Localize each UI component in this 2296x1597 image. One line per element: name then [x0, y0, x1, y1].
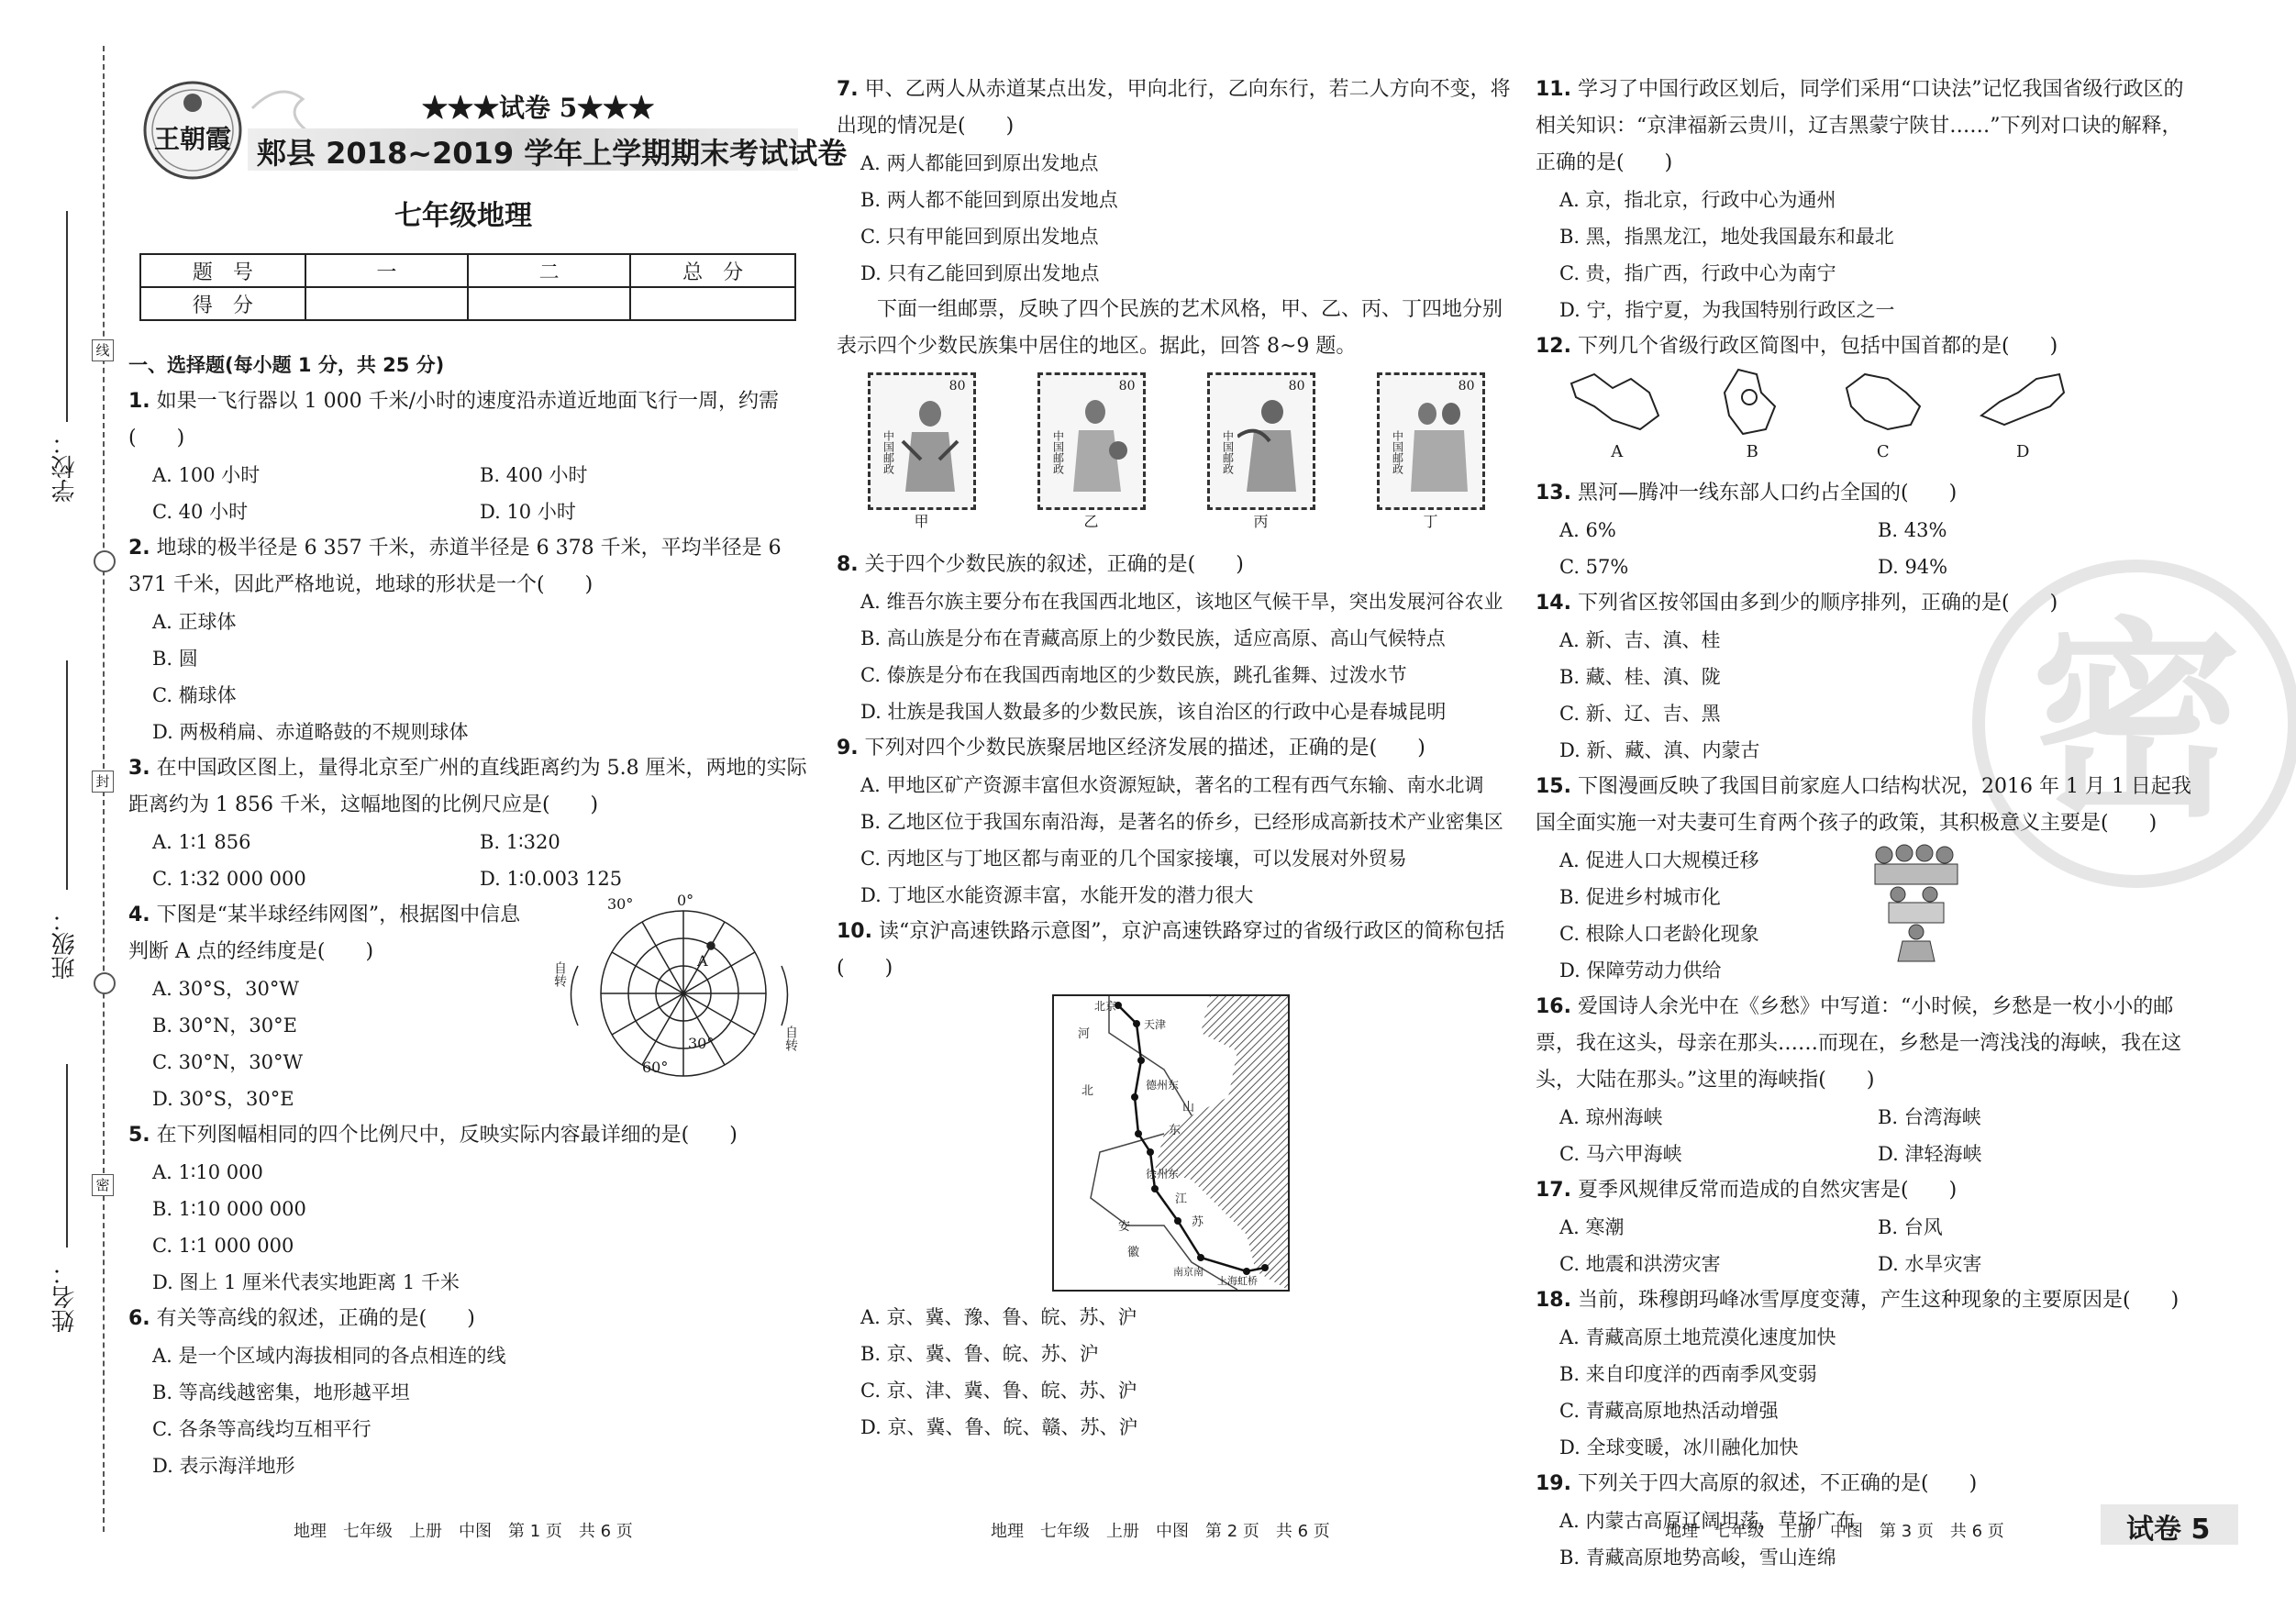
option[interactable]: B. 高山族是分布在青藏高原上的少数民族，适应高原、高山气候特点 [860, 627, 1446, 649]
option[interactable]: C. 30°N，30°W [152, 1051, 304, 1073]
stamp-item [1377, 372, 1485, 547]
score-header: 一 [305, 254, 468, 287]
option[interactable]: A. 京、冀、豫、鲁、皖、苏、沪 [860, 1306, 1137, 1328]
polar-label: 30° [688, 1035, 715, 1052]
option[interactable]: C. 40 小时 [152, 501, 249, 523]
stamp-item [1037, 372, 1146, 547]
score-header: 二 [468, 254, 630, 287]
option[interactable]: A. 1∶1 856 [152, 831, 251, 853]
option[interactable]: D. 图上 1 厘米代表实地距离 1 千米 [152, 1271, 460, 1293]
option[interactable]: C. 傣族是分布在我国西南地区的少数民族，跳孔雀舞、过泼水节 [860, 664, 1407, 686]
option[interactable]: A. 是一个区域内海拔相同的各点相连的线 [152, 1345, 506, 1367]
map-city-label: 徐州东 [1146, 1168, 1180, 1181]
option[interactable]: C. 新、辽、吉、黑 [1559, 703, 1721, 725]
question-text: 下图漫画反映了我国目前家庭人口结构状况，2016 年 1 月 1 日起我国全面实施一对夫妻可生育两个孩子的政策，其积极意义主要是( ) [1536, 775, 2191, 835]
province-label: D [2016, 442, 2030, 461]
stamp-label: 甲 [914, 513, 929, 530]
stamp-text: 中国邮政 [1051, 430, 1065, 474]
school-blank [66, 211, 68, 422]
question-number: 12. [1536, 335, 1571, 358]
option[interactable]: B. 乙地区位于我国东南沿海，是著名的侨乡，已经形成高新技术产业密集区 [860, 811, 1503, 833]
column-2 [837, 72, 1515, 1446]
question-number: 8. [837, 553, 859, 576]
province-label: A [1611, 442, 1624, 461]
polar-grid-figure [550, 892, 798, 1081]
province-label: C [1876, 442, 1890, 461]
question-text: 甲、乙两人从赤道某点出发，甲向北行，乙向东行，若二人方向不变，将出现的情况是( ) [837, 78, 1511, 138]
stamp-image [868, 372, 976, 510]
option[interactable]: C. 马六甲海峡 [1559, 1143, 1682, 1165]
exam-title: 郏县 2018~2019 学年上学期期末考试试卷 [257, 136, 848, 171]
question-number: 5. [128, 1124, 150, 1147]
question-number: 13. [1536, 482, 1571, 505]
option[interactable]: D. 津轻海峡 [1878, 1143, 1982, 1165]
option[interactable]: B. 等高线越密集，地形越平坦 [152, 1381, 410, 1403]
option[interactable]: A. 维吾尔族主要分布在我国西北地区，该地区气候干旱，突出发展河谷农业 [860, 591, 1503, 613]
question-number: 18. [1536, 1289, 1571, 1312]
question-text: 当前，珠穆朗玛峰冰雪厚度变薄，产生这种现象的主要原因是( ) [1577, 1289, 2180, 1312]
option[interactable]: A. 两人都能回到原出发地点 [860, 152, 1099, 174]
question-number: 16. [1536, 995, 1571, 1018]
option[interactable]: C. 贵，指广西，行政中心为南宁 [1559, 262, 1836, 284]
option[interactable]: B. 400 小时 [480, 464, 588, 486]
stamp-value: 80 [1288, 379, 1305, 394]
option[interactable]: D. 保障劳动力供给 [1559, 959, 1722, 981]
binding-strip [0, 0, 128, 1597]
option[interactable]: D. 1∶0.003 125 [480, 868, 623, 890]
option[interactable]: B. 圆 [152, 648, 198, 670]
province-shapes [1545, 365, 2095, 475]
question-text: 下列关于四大高原的叙述，不正确的是( ) [1577, 1472, 1978, 1495]
question-text: 有关等高线的叙述，正确的是( ) [156, 1307, 475, 1330]
stamp-label: 乙 [1083, 513, 1099, 530]
question-number: 4. [128, 904, 150, 926]
stamp-image [1377, 372, 1485, 510]
question-text: 学习了中国行政区划后，同学们采用“口诀法”记忆我国省级行政区的相关知识：“京津福新云贵川，辽吉黑蒙宁陕甘……”下列对口诀的解释，正确的是( ) [1536, 78, 2184, 174]
option[interactable]: A. 青藏高原土地荒漠化速度加快 [1559, 1326, 1836, 1348]
option[interactable]: D. 全球变暖，冰川融化加快 [1559, 1436, 1799, 1458]
option[interactable]: B. 台风 [1878, 1216, 1943, 1238]
question-number: 6. [128, 1307, 150, 1330]
question-number: 11. [1536, 78, 1571, 101]
option[interactable]: A. 内蒙古高原辽阔坦荡，草场广布 [1559, 1510, 1856, 1532]
question-text: 爱国诗人余光中在《乡愁》中写道：“小时候，乡愁是一枚小小的邮票，我在这头，母亲在那头……而现在，乡愁是一湾浅浅的海峡，我在这头，大陆在那头。”这里的海峡指( ) [1536, 995, 2182, 1092]
question-text: 读“京沪高速铁路示意图”，京沪高速铁路穿过的省级行政区的简称包括( ) [837, 920, 1505, 980]
option[interactable]: D. 宁，指宁夏，为我国特别行政区之一 [1559, 299, 1895, 321]
option[interactable]: D. 只有乙能回到原出发地点 [860, 262, 1100, 284]
option[interactable]: A. 正球体 [152, 611, 237, 633]
stamp-item [868, 372, 976, 547]
score-cell[interactable] [630, 287, 795, 320]
map-region-label: 河 [1078, 1027, 1091, 1041]
subject-title: 七年级地理 [394, 200, 532, 232]
option[interactable]: A. 琼州海峡 [1559, 1106, 1663, 1128]
option[interactable]: A. 100 小时 [152, 464, 261, 486]
option[interactable]: B. 青藏高原地势高峻，雪山连绵 [1559, 1547, 1836, 1569]
stamp-intro: 下面一组邮票，反映了四个民族的艺术风格，甲、乙、丙、丁四地分别表示四个少数民族集中居住的地区。据此，回答 8~9 题。 [837, 298, 1503, 358]
option[interactable]: D. 壮族是我国人数最多的少数民族，该自治区的行政中心是春城昆明 [860, 701, 1447, 723]
option[interactable]: B. 43% [1878, 519, 1947, 541]
railway-map [1052, 994, 1290, 1292]
option[interactable]: D. 10 小时 [480, 501, 576, 523]
stamp-label: 丁 [1423, 513, 1438, 530]
option[interactable]: D. 京、冀、鲁、皖、赣、苏、沪 [860, 1416, 1138, 1438]
option[interactable]: C. 各条等高线均互相平行 [152, 1418, 372, 1440]
page-footer: 地理 七年级 上册 中图 第 2 页 共 6 页 [991, 1522, 1330, 1541]
question-5 [128, 1117, 807, 1301]
province-option[interactable] [1972, 365, 2073, 475]
question-9 [837, 730, 1515, 914]
column-3 [1536, 72, 2196, 1576]
question-text: 关于四个少数民族的叙述，正确的是( ) [864, 553, 1244, 576]
map-city-label: 北京 [1094, 1000, 1117, 1013]
option[interactable]: A. 1∶10 000 [152, 1161, 263, 1183]
option[interactable]: A. 6% [1559, 519, 1616, 541]
question-text: 下列省区按邻国由多到少的顺序排列，正确的是( ) [1577, 592, 2058, 615]
score-cell[interactable] [468, 287, 630, 320]
question-number: 3. [128, 757, 150, 780]
option[interactable]: B. 来自印度洋的西南季风变弱 [1559, 1363, 1817, 1385]
option[interactable]: B. 台湾海峡 [1878, 1106, 1981, 1128]
polar-label: 0° [677, 892, 694, 909]
score-table [139, 253, 796, 321]
map-city-label: 德州东 [1146, 1079, 1180, 1092]
stamp-image [1037, 372, 1146, 510]
question-number: 17. [1536, 1179, 1571, 1202]
seal-char-seal: 封 [92, 771, 114, 793]
question-12 [1536, 328, 2196, 475]
option[interactable]: C. 丙地区与丁地区都与南亚的几个国家接壤，可以发展对外贸易 [860, 848, 1407, 870]
seal-char-line: 线 [92, 339, 114, 361]
question-number: 9. [837, 737, 859, 760]
stamp-text: 中国邮政 [1391, 430, 1404, 474]
option[interactable]: B. 促进乡村城市化 [1559, 886, 1721, 908]
map-region-label: 北 [1081, 1084, 1094, 1098]
stamp-value: 80 [1458, 379, 1475, 394]
province-label: B [1746, 442, 1758, 461]
question-number: 14. [1536, 592, 1571, 615]
map-region-label: 安 [1118, 1220, 1131, 1234]
province-option[interactable] [1711, 365, 1793, 475]
question-1 [128, 383, 807, 530]
column-1 [128, 347, 807, 1484]
option[interactable]: B. 两人都不能回到原出发地点 [860, 189, 1118, 211]
stamp-text: 中国邮政 [1221, 430, 1235, 474]
binding-hole [94, 550, 116, 572]
option[interactable]: B. 1∶320 [480, 831, 560, 853]
question-8 [837, 547, 1515, 730]
family-cartoon [1866, 844, 1967, 963]
secret-watermark: 密 [1972, 560, 2296, 888]
score-header: 总 分 [630, 254, 795, 287]
corner-tag: 试卷 5 [2126, 1514, 2211, 1546]
option[interactable]: C. 只有甲能回到原出发地点 [860, 226, 1099, 248]
option[interactable]: C. 1∶32 000 000 [152, 868, 306, 890]
option[interactable]: B. 藏、桂、滇、陇 [1559, 666, 1721, 688]
map-city-label: 上海虹桥 [1217, 1275, 1258, 1287]
option[interactable]: C. 椭球体 [152, 684, 237, 706]
stamp-value: 80 [1118, 379, 1136, 394]
question-10 [837, 914, 1515, 1446]
question-number: 1. [128, 390, 150, 413]
section-heading: 一、选择题(每小题 1 分，共 25 分) [128, 354, 445, 376]
map-region-label: 江 [1175, 1192, 1188, 1206]
question-18 [1536, 1282, 2196, 1466]
option[interactable]: D. 94% [1878, 556, 1948, 578]
school-label: 学校： [51, 431, 79, 503]
question-4 [128, 892, 807, 1117]
province-option[interactable] [1837, 365, 1929, 475]
stamp-item [1207, 372, 1315, 547]
question-text: 夏季风规律反常而造成的自然灾害是( ) [1577, 1179, 1958, 1202]
option[interactable]: A. 新、吉、滇、桂 [1559, 629, 1721, 651]
rotation-label: 自转 [552, 961, 567, 987]
name-blank [66, 1064, 68, 1248]
option[interactable]: C. 青藏高原地热活动增强 [1559, 1400, 1779, 1422]
rotation-label: 自转 [783, 1026, 798, 1051]
option[interactable]: C. 根除人口老龄化现象 [1559, 923, 1759, 945]
logo-text: 王朝霞 [153, 126, 231, 154]
option[interactable]: A. 寒潮 [1559, 1216, 1625, 1238]
score-header: 题 号 [140, 254, 305, 287]
question-text: 下列几个省级行政区简图中，包括中国首都的是( ) [1577, 335, 2058, 358]
polar-label: 30° [607, 895, 634, 913]
score-row-label: 得 分 [140, 287, 305, 320]
binding-hole [94, 972, 116, 994]
question-6 [128, 1301, 807, 1484]
map-region-label: 徽 [1127, 1246, 1140, 1259]
stamp-row [837, 372, 1515, 547]
page-footer: 地理 七年级 上册 中图 第 3 页 共 6 页 [1665, 1522, 2004, 1541]
question-number: 2. [128, 537, 150, 560]
stamp-value: 80 [948, 379, 966, 394]
stamp-label: 丙 [1253, 513, 1269, 530]
map-city-label: 南京南 [1173, 1266, 1203, 1278]
point-a-label: A [697, 952, 708, 970]
option[interactable]: C. 57% [1559, 556, 1629, 578]
name-label: 姓名： [51, 1261, 79, 1333]
option[interactable]: A. 促进人口大规模迁移 [1559, 849, 1759, 871]
question-text: 下图是“某半球经纬网图”，根据图中信息判断 A 点的经纬度是( ) [128, 904, 521, 963]
option[interactable]: D. 两极稍扁、赤道略鼓的不规则球体 [152, 721, 469, 743]
option[interactable]: D. 丁地区水能资源丰富，水能开发的潜力很大 [860, 884, 1254, 906]
stamp-text: 中国邮政 [882, 430, 895, 474]
province-option[interactable] [1567, 365, 1668, 475]
question-13 [1536, 475, 2196, 585]
stamp-image [1207, 372, 1315, 510]
question-text: 黑河—腾冲一线东部人口约占全国的( ) [1577, 482, 1958, 505]
option[interactable]: D. 表示海洋地形 [152, 1455, 295, 1477]
question-11 [1536, 72, 2196, 328]
option[interactable]: B. 30°N，30°E [152, 1015, 297, 1037]
option[interactable]: A. 京，指北京，行政中心为通州 [1559, 189, 1836, 211]
paper-tag: ★★★试卷 5★★★ [422, 93, 655, 123]
option[interactable]: B. 黑，指黑龙江，地处我国最东和最北 [1559, 226, 1894, 248]
question-number: 10. [837, 920, 872, 943]
question-text: 下列对四个少数民族聚居地区经济发展的描述，正确的是( ) [864, 737, 1425, 760]
brand-logo [138, 73, 248, 183]
option[interactable]: B. 京、冀、鲁、皖、苏、沪 [860, 1343, 1099, 1365]
option[interactable]: D. 30°S，30°E [152, 1088, 294, 1110]
map-region-label: 山 [1182, 1101, 1195, 1115]
score-cell[interactable] [305, 287, 468, 320]
question-text: 地球的极半径是 6 357 千米，赤道半径是 6 378 千米，平均半径是 6 371 千米，因此严格地说，地球的形状是一个( ) [128, 537, 782, 596]
map-region-label: 苏 [1192, 1215, 1204, 1229]
question-3 [128, 750, 807, 897]
page-footer: 地理 七年级 上册 中图 第 1 页 共 6 页 [294, 1522, 633, 1541]
question-number: 15. [1536, 775, 1571, 798]
class-blank [66, 660, 68, 890]
question-text: 如果一飞行器以 1 000 千米/小时的速度沿赤道近地面飞行一周，约需( ) [128, 390, 780, 449]
question-number: 7. [837, 78, 859, 101]
class-label: 班级： [51, 908, 79, 980]
seal-char-secret: 密 [92, 1174, 114, 1196]
question-15 [1536, 769, 2196, 989]
question-17 [1536, 1172, 2196, 1282]
map-city-label: 天津 [1144, 1018, 1167, 1031]
question-14 [1536, 585, 2196, 769]
option[interactable]: D. 水旱灾害 [1878, 1253, 1982, 1275]
question-text: 在中国政区图上，量得北京至广州的直线距离约为 5.8 厘米，两地的实际距离约为 1 856 千米，这幅地图的比例尺应是( ) [128, 757, 807, 816]
option[interactable]: D. 新、藏、滇、内蒙古 [1559, 739, 1760, 761]
ribbon-decoration [248, 81, 303, 136]
option[interactable]: C. 1∶1 000 000 [152, 1235, 294, 1257]
option[interactable]: A. 30°S，30°W [152, 978, 299, 1000]
map-region-label: 东 [1169, 1124, 1181, 1137]
polar-label: 60° [642, 1059, 669, 1076]
question-2 [128, 530, 807, 750]
question-number: 19. [1536, 1472, 1571, 1495]
question-16 [1536, 989, 2196, 1172]
option[interactable]: A. 甲地区矿产资源丰富但水资源短缺，著名的工程有西气东输、南水北调 [860, 774, 1484, 796]
option[interactable]: C. 京、津、冀、鲁、皖、苏、沪 [860, 1380, 1137, 1402]
option[interactable]: C. 地震和洪涝灾害 [1559, 1253, 1721, 1275]
question-7 [837, 72, 1515, 292]
question-text: 在下列图幅相同的四个比例尺中，反映实际内容最详细的是( ) [156, 1124, 738, 1147]
option[interactable]: B. 1∶10 000 000 [152, 1198, 306, 1220]
